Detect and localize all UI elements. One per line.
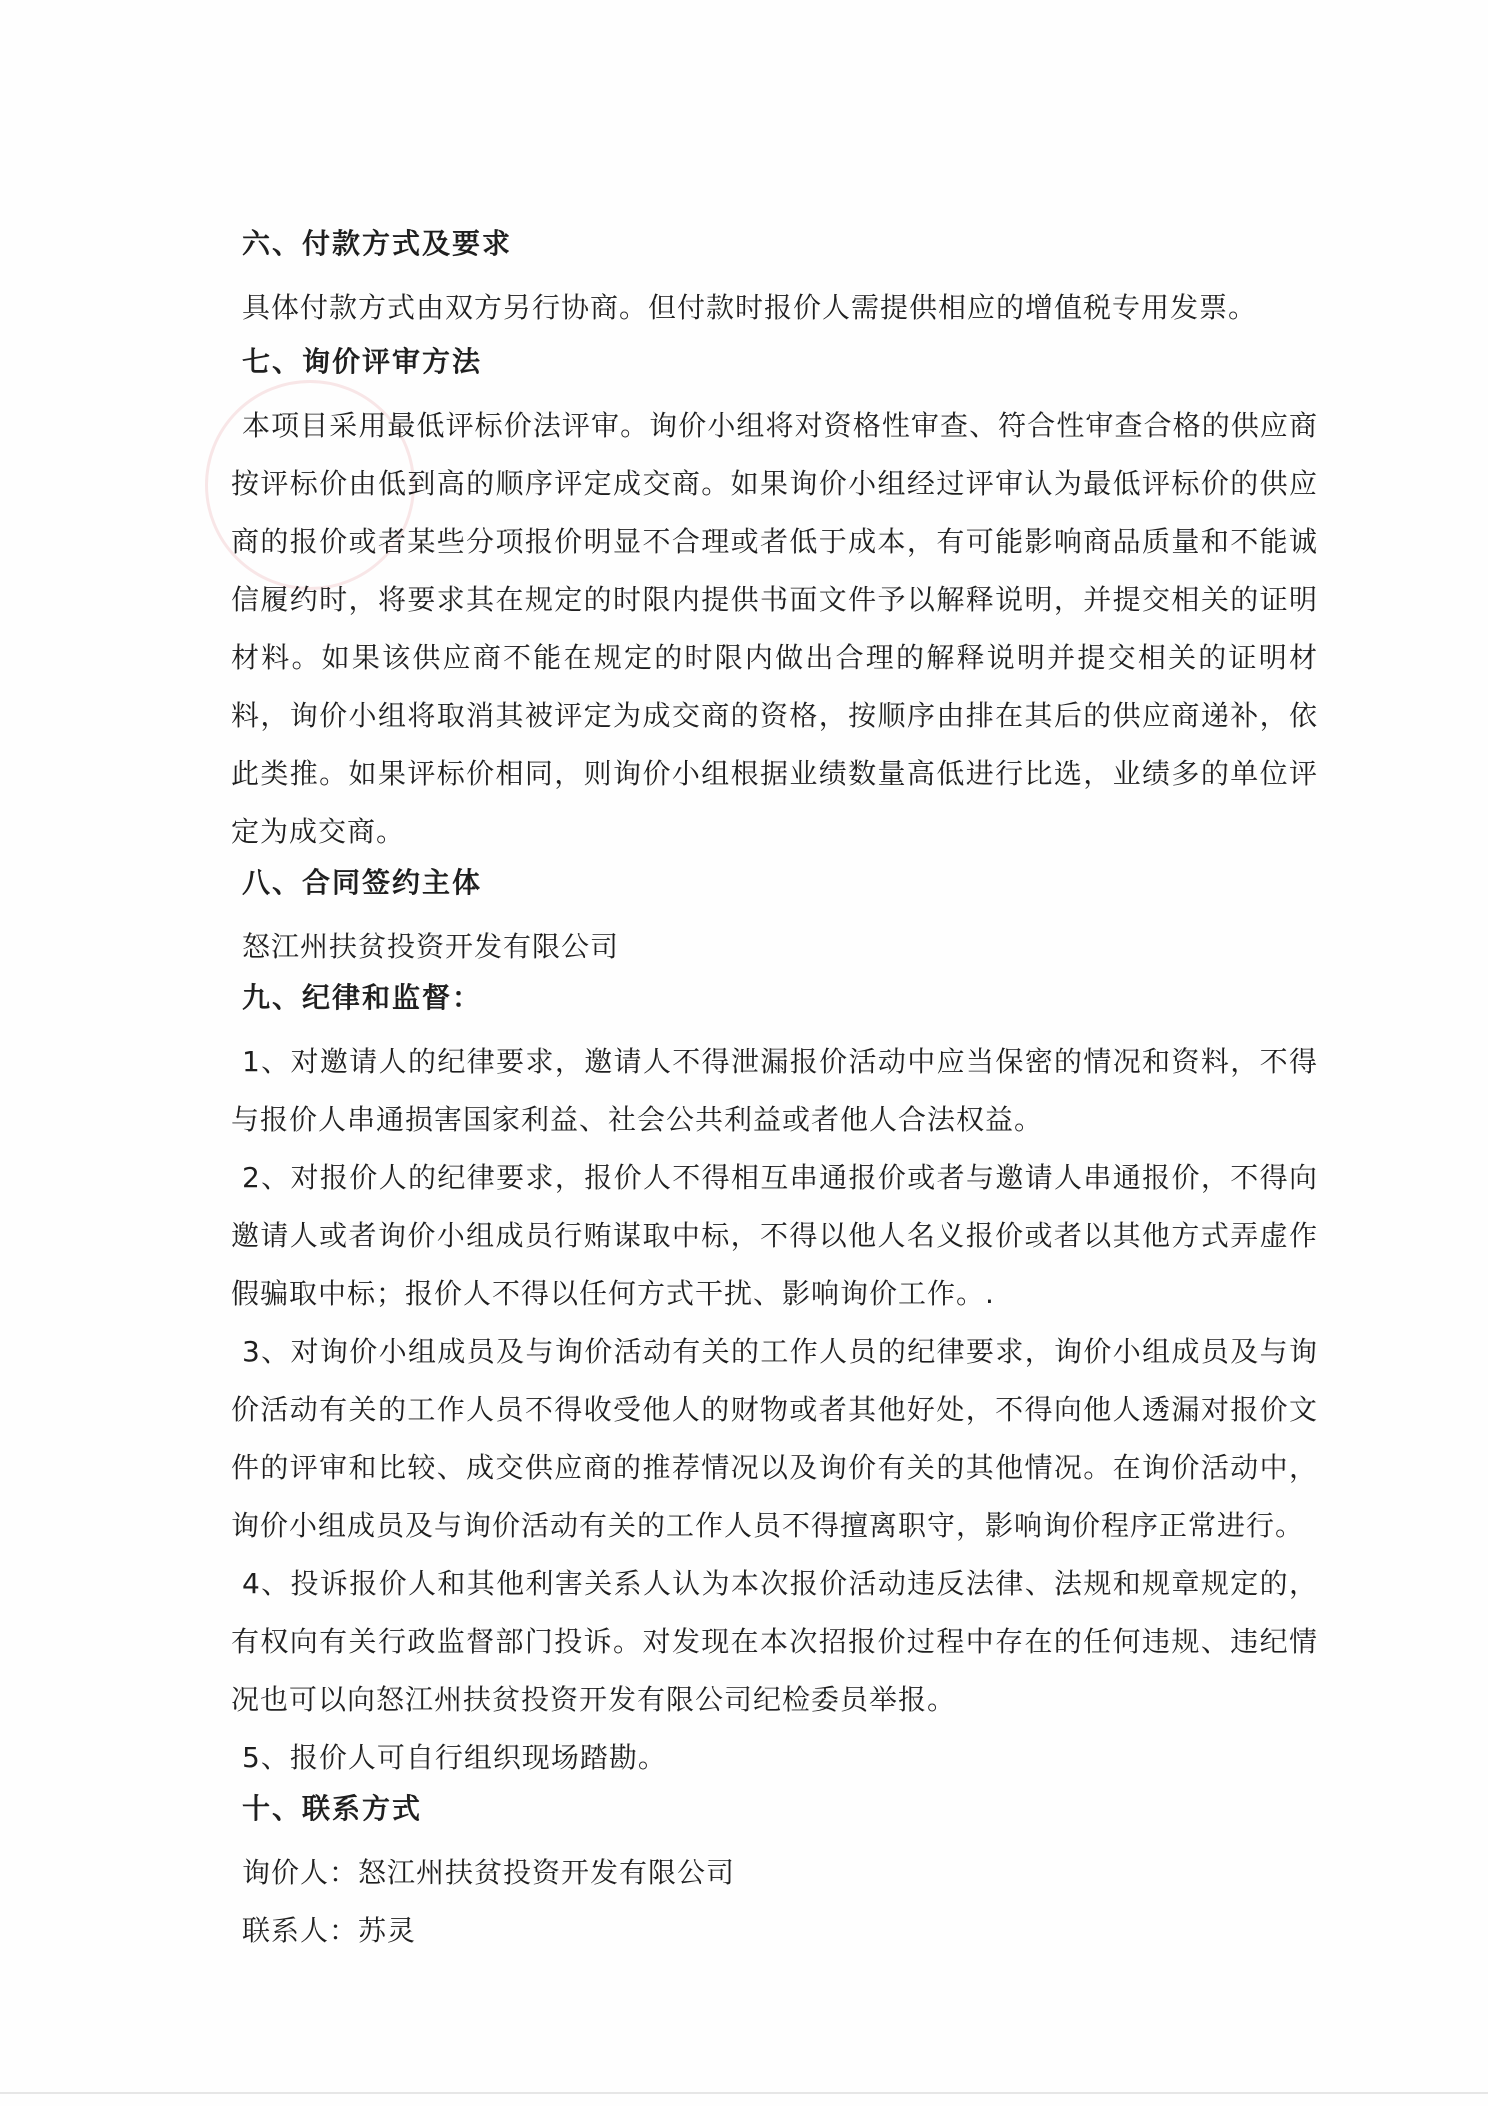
section-heading-payment: 六、付款方式及要求: [242, 227, 513, 260]
scan-edge-line: [0, 2092, 1488, 2094]
payment-paragraph: 具体付款方式由双方另行协商。但付款时报价人需提供相应的增值税专用发票。: [242, 291, 1258, 324]
section-heading-discipline: 九、纪律和监督：: [242, 981, 483, 1014]
discipline-item-5: 5、报价人可自行组织现场踏勘。: [242, 1741, 667, 1774]
discipline-item-2: 2、对报价人的纪律要求，报价人不得相互串通报价或者与邀请人串通报价，不得向邀请人或者询价小组成员行贿谋取中标，不得以他人名义报价或者以其他方式弄虚作假骗取中标；报价人不得以任何方式干扰、影响询价工作。.: [231, 1161, 1318, 1310]
discipline-item-1: 1、对邀请人的纪律要求，邀请人不得泄漏报价活动中应当保密的情况和资料，不得与报价人串通损害国家利益、社会公共利益或者他人合法权益。: [231, 1045, 1318, 1136]
contact-inquirer: 询价人：怒江州扶贫投资开发有限公司: [242, 1856, 736, 1889]
discipline-item-4: 4、投诉报价人和其他利害关系人认为本次报价活动违反法律、法规和规章规定的，有权向有关行政监督部门投诉。对发现在本次招报价过程中存在的任何违规、违纪情况也可以向怒江州扶贫投资开发有限公司纪检委员举报。: [231, 1567, 1318, 1716]
discipline-item-3: 3、对询价小组成员及与询价活动有关的工作人员的纪律要求，询价小组成员及与询价活动有关的工作人员不得收受他人的财物或者其他好处，不得向他人透漏对报价文件的评审和比较、成交供应商的推荐情况以及询价有关的其他情况。在询价活动中，询价小组成员及与询价活动有关的工作人员不得擅离职守，影响询价程序正常进行。: [231, 1335, 1318, 1542]
section-heading-contact: 十、联系方式: [242, 1792, 423, 1825]
evaluation-paragraph: 本项目采用最低评标价法评审。询价小组将对资格性审查、符合性审查合格的供应商按评标价由低到高的顺序评定成交商。如果询价小组经过评审认为最低评标价的供应商的报价或者某些分项报价明显不合理或者低于成本，有可能影响商品质量和不能诚信履约时，将要求其在规定的时限内提供书面文件予以解释说明，并提交相关的证明材料。如果该供应商不能在规定的时限内做出合理的解释说明并提交相关的证明材料，询价小组将取消其被评定为成交商的资格，按顺序由排在其后的供应商递补，依此类推。如果评标价相同，则询价小组根据业绩数量高低进行比选，业绩多的单位评定为成交商。: [231, 409, 1318, 848]
section-heading-evaluation: 七、询价评审方法: [242, 345, 483, 378]
contract-party-name: 怒江州扶贫投资开发有限公司: [242, 930, 620, 963]
section-heading-contract-party: 八、合同签约主体: [242, 866, 483, 899]
document-body: [231, 222, 1318, 1960]
contact-person: 联系人：苏灵: [242, 1914, 417, 1947]
